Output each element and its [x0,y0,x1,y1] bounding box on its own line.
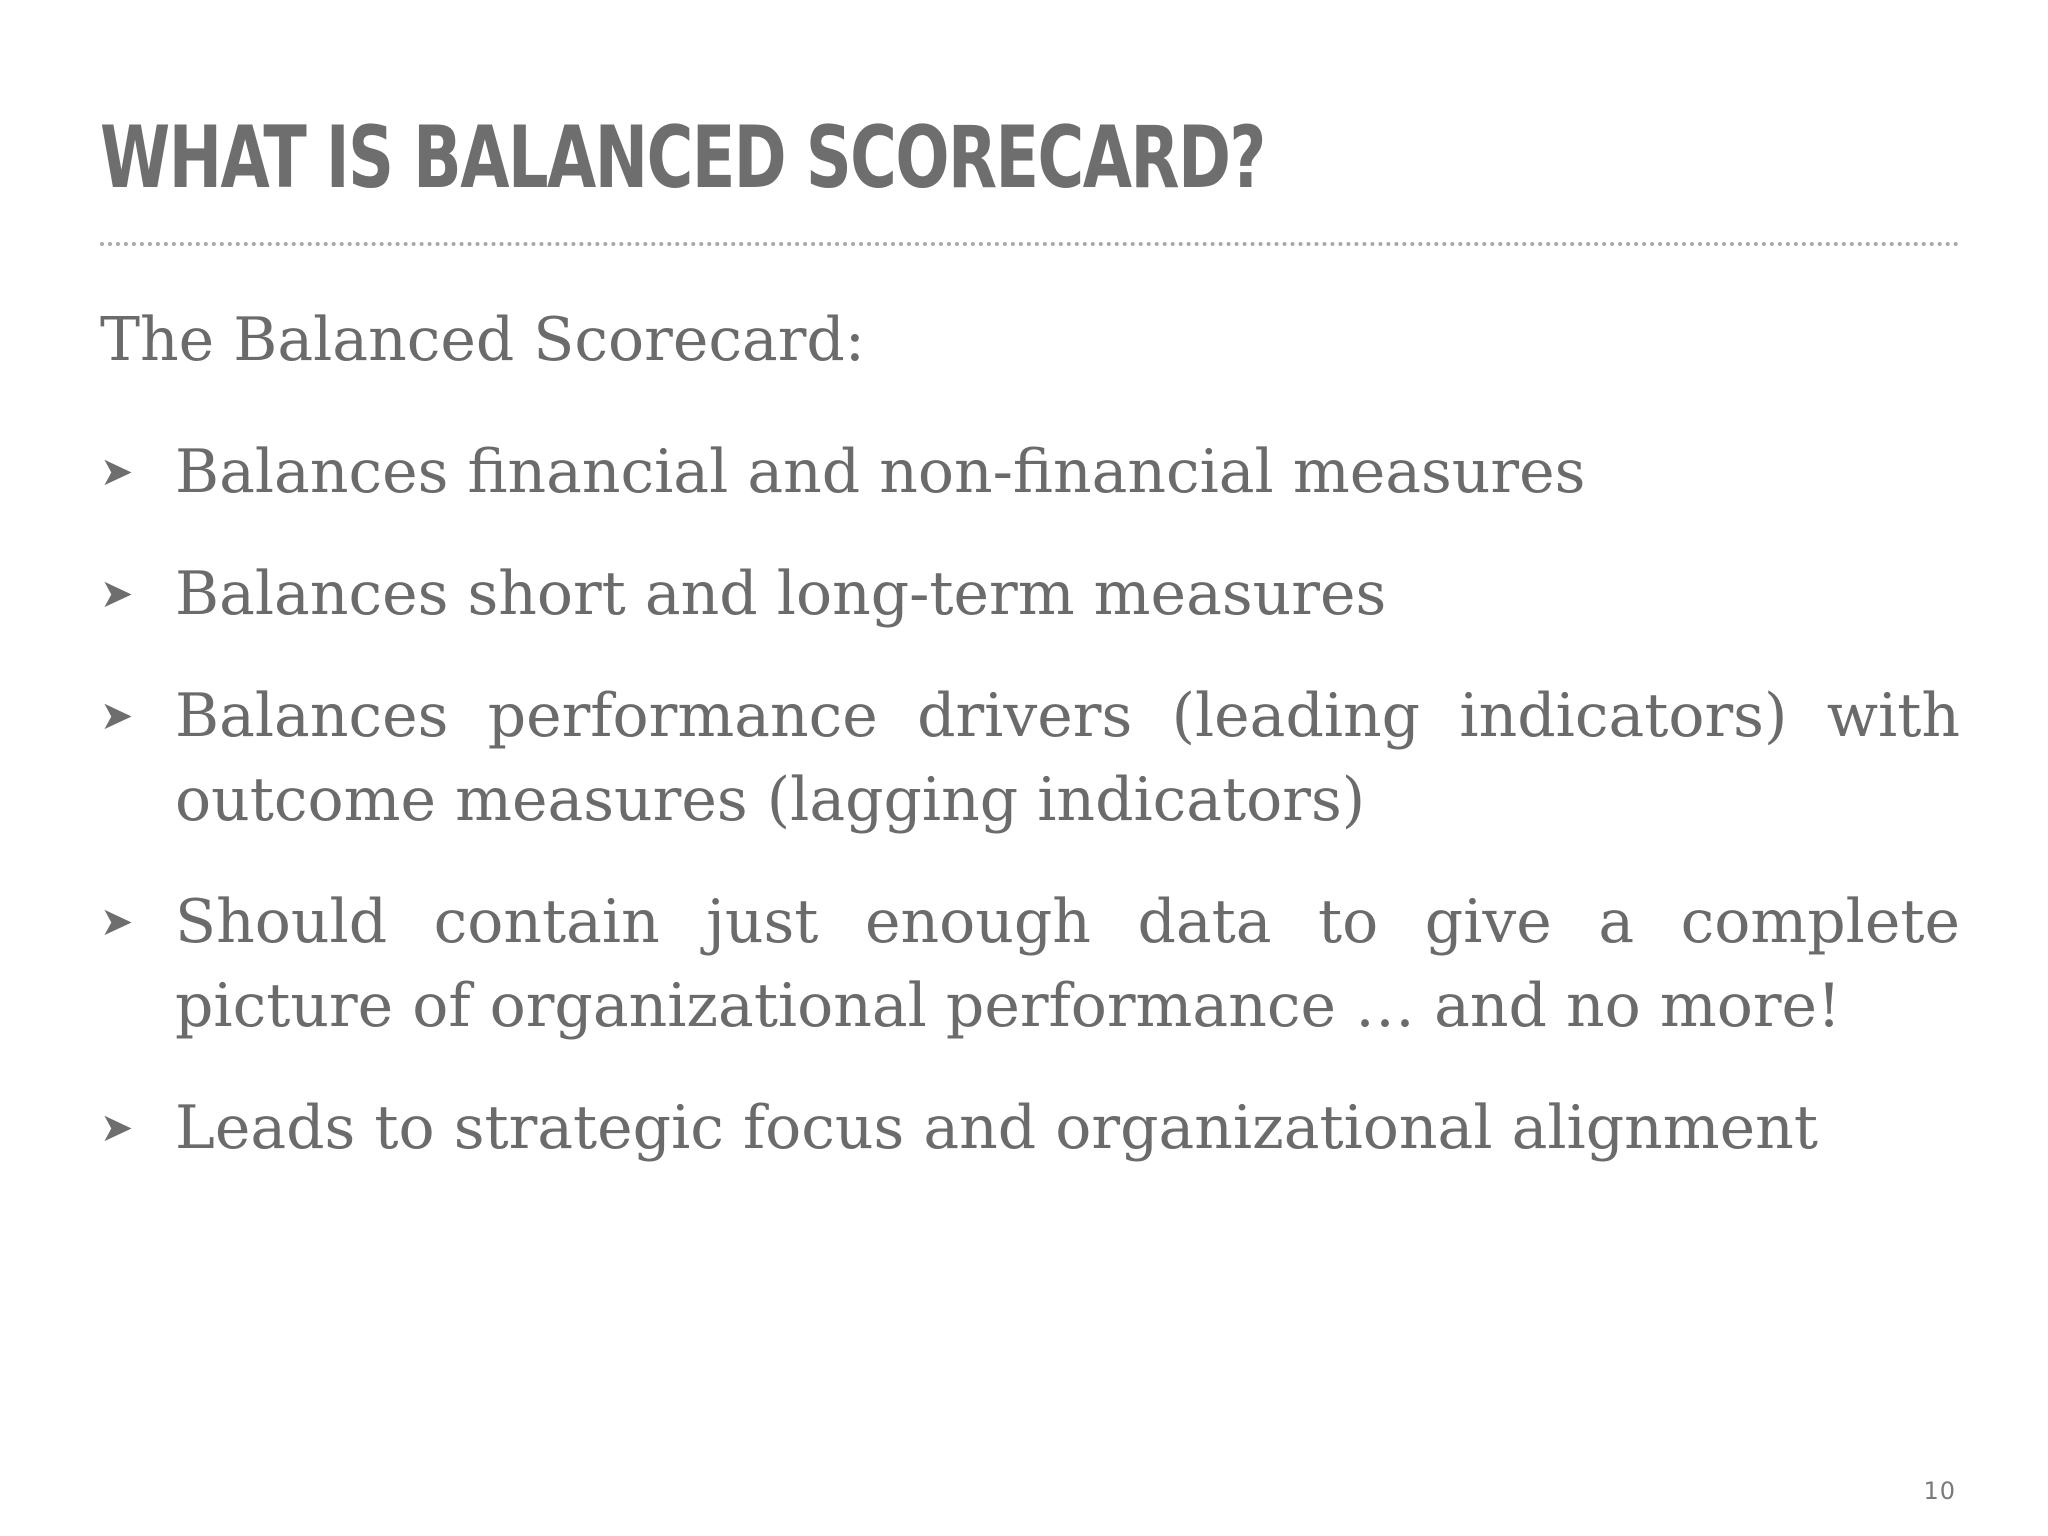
bullet-item [100,430,1960,514]
bullet-text: Should contain just enough data to give a complete picture of organizational performance … and no more! [175,887,1960,1041]
bullet-text: Balances financial and non-financial measures [175,437,1586,507]
arrow-icon: ➤ [100,899,134,945]
intro-text: The Balanced Scorecard: [100,305,865,375]
bullet-item [100,880,1960,1048]
bullet-item [100,1086,1960,1170]
bullet-list [100,430,1960,1208]
bullet-text: Balances short and long-term measures [175,559,1387,629]
arrow-icon: ➤ [100,571,134,617]
arrow-icon: ➤ [100,1105,134,1151]
bullet-text: Leads to strategic focus and organizational alignment [175,1093,1818,1163]
slide-title: WHAT IS BALANCED SCORECARD? [100,108,1265,208]
arrow-icon: ➤ [100,449,134,495]
bullet-item [100,552,1960,636]
bullet-text: Balances performance drivers (leading indicators) with outcome measures (lagging indicators) [175,681,1960,835]
arrow-icon: ➤ [100,693,134,739]
bullet-item [100,674,1960,842]
title-divider [100,242,1960,246]
page-number: 10 [1923,1477,1956,1505]
